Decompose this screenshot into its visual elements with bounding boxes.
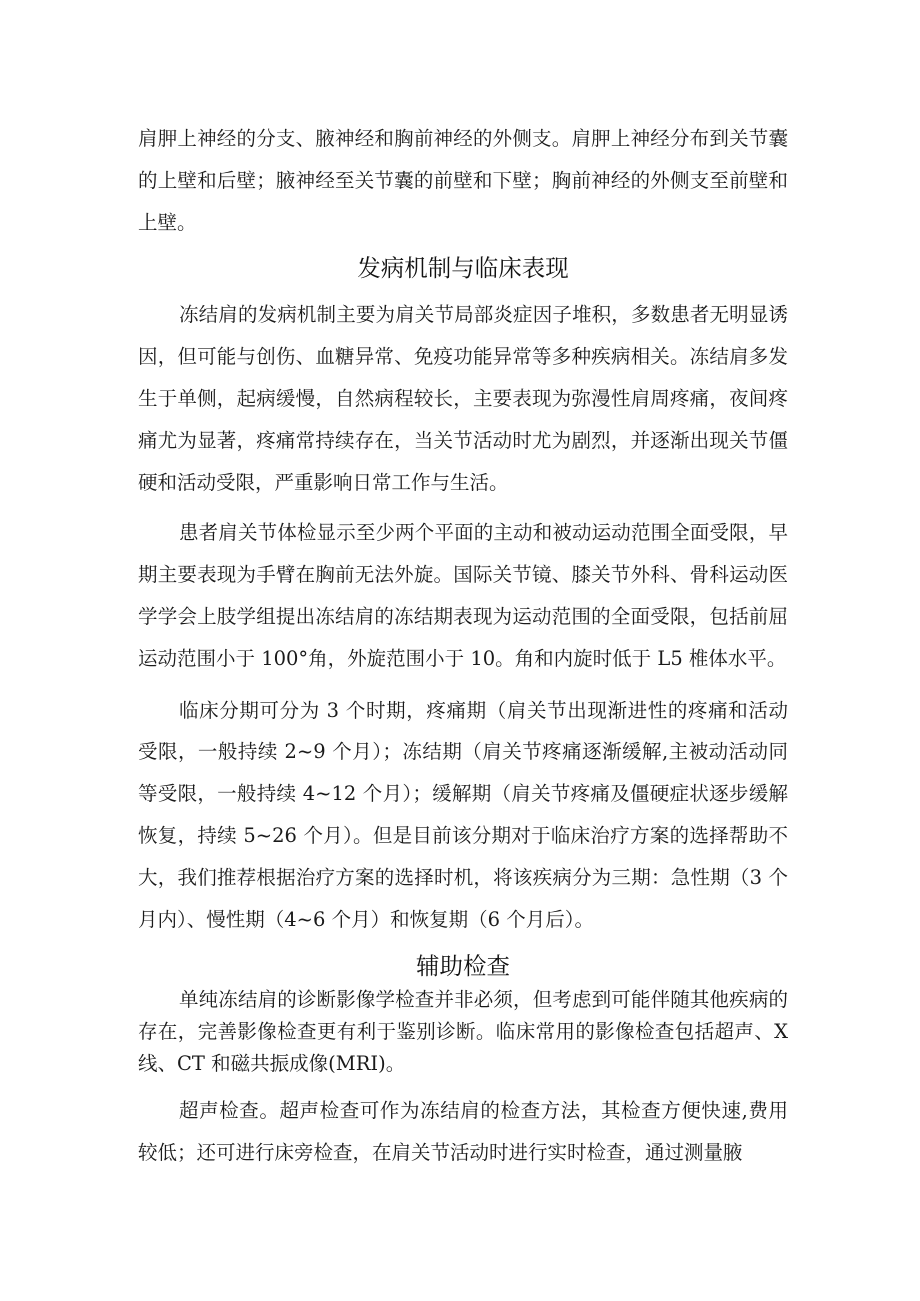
auxiliary-exam-paragraph-2: 超声检查。超声检查可作为冻结肩的检查方法，其检查方便快速,费用较低；还可进行床旁检查，在肩关节活动时进行实时检查，通过测量腋 xyxy=(138,1099,788,1165)
paragraph-spacer xyxy=(138,1080,788,1090)
document-body xyxy=(138,118,788,1174)
paragraph-spacer xyxy=(138,680,788,690)
pathogenesis-paragraph-1: 冻结肩的发病机制主要为肩关节局部炎症因子堆积，多数患者无明显诱因，但可能与创伤、血糖异常、免疫功能异常等多种疾病相关。冻结肩多发生于单侧，起病缓慢，自然病程较长，主要表现为弥漫性肩周疼痛，夜间疼痛尤为显著，疼痛常持续存在，当关节活动时尤为剧烈，并逐渐出现关节僵硬和活动受限，严重影响日常工作与生活。 xyxy=(138,303,788,494)
pathogenesis-paragraph-3: 临床分期可分为 3 个时期，疼痛期（肩关节出现渐进性的疼痛和活动受限，一般持续 2~9 个月）；冻结期（肩关节疼痛逐渐缓解,主被动活动同等受限，一般持续 4~12 个月）；缓解期（肩关节疼痛及僵硬症状逐步缓解恢复，持续 5~26 个月）。但是目前该分期对于临床治疗方案的选择帮助不大，我们推荐根据治疗方案的选择时机，将该疾病分为三期：急性期（3 个月内）、慢性期（4~6 个月）和恢复期（6 个月后）。 xyxy=(138,698,788,931)
section-heading-auxiliary-exam: 辅助检查 xyxy=(416,952,510,981)
intro-paragraph: 肩胛上神经的分支、腋神经和胸前神经的外侧支。肩胛上神经分布到关节囊的上壁和后壁；腋神经至关节囊的前壁和下壁；胸前神经的外侧支至前壁和上壁。 xyxy=(138,127,788,234)
auxiliary-exam-paragraph-1: 单纯冻结肩的诊断影像学检查并非必须，但考虑到可能伴随其他疾病的存在，完善影像检查更有利于鉴别诊断。临床常用的影像检查包括超声、X 线、CT 和磁共振成像(MRI)。 xyxy=(138,988,788,1076)
paragraph-spacer xyxy=(138,503,788,512)
section-heading-pathogenesis: 发病机制与临床表现 xyxy=(357,254,569,283)
pathogenesis-paragraph-2: 患者肩关节体检显示至少两个平面的主动和被动运动范围全面受限，早期主要表现为手臂在胸前无法外旋。国际关节镜、膝关节外科、骨科运动医学学会上肢学组提出冻结肩的冻结期表现为运动范围的全面受限，包括前屈运动范围小于 100°角，外旋范围小于 10。角和内旋时低于 L5 椎体水平。 xyxy=(138,521,788,670)
